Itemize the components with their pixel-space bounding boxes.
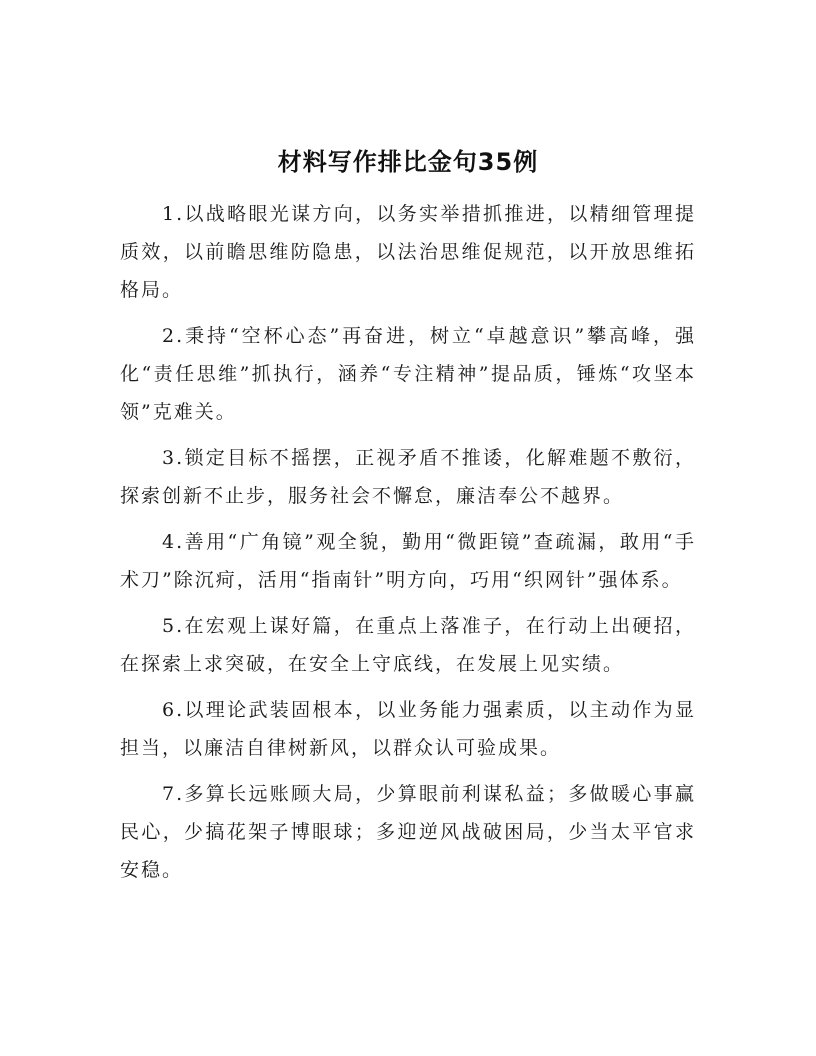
paragraph-4: 4.善用“广角镜”观全貌，勤用“微距镜”查疏漏，敢用“手术刀”除沉疴，活用“指南针”明方向，巧用“织网针”强体系。 bbox=[120, 531, 696, 591]
paragraph-2: 2.秉持“空杯心态”再奋进，树立“卓越意识”攀高峰，强化“责任思维”抓执行，涵养“专注精神”提品质，锤炼“攻坚本领”克难关。 bbox=[120, 325, 696, 423]
paragraph-1: 1.以战略眼光谋方向，以务实举措抓推进，以精细管理提质效，以前瞻思维防隐患，以法治思维促规范，以开放思维拓格局。 bbox=[120, 203, 696, 301]
paragraph-3: 3.锁定目标不摇摆，正视矛盾不推诿，化解难题不敷衍，探索创新不止步，服务社会不懈怠，廉洁奉公不越界。 bbox=[120, 447, 696, 507]
document-title: 材料写作排比金句35例 bbox=[277, 148, 539, 176]
paragraph-5: 5.在宏观上谋好篇，在重点上落准子，在行动上出硬招，在探索上求突破，在安全上守底线，在发展上见实绩。 bbox=[120, 615, 696, 675]
paragraph-7: 7.多算长远账顾大局，少算眼前利谋私益；多做暖心事赢民心，少搞花架子博眼球；多迎逆风战破困局，少当太平官求安稳。 bbox=[120, 783, 696, 881]
paragraph-6: 6.以理论武装固根本，以业务能力强素质，以主动作为显担当，以廉洁自律树新风，以群众认可验成果。 bbox=[120, 699, 696, 759]
document-body bbox=[120, 195, 696, 897]
